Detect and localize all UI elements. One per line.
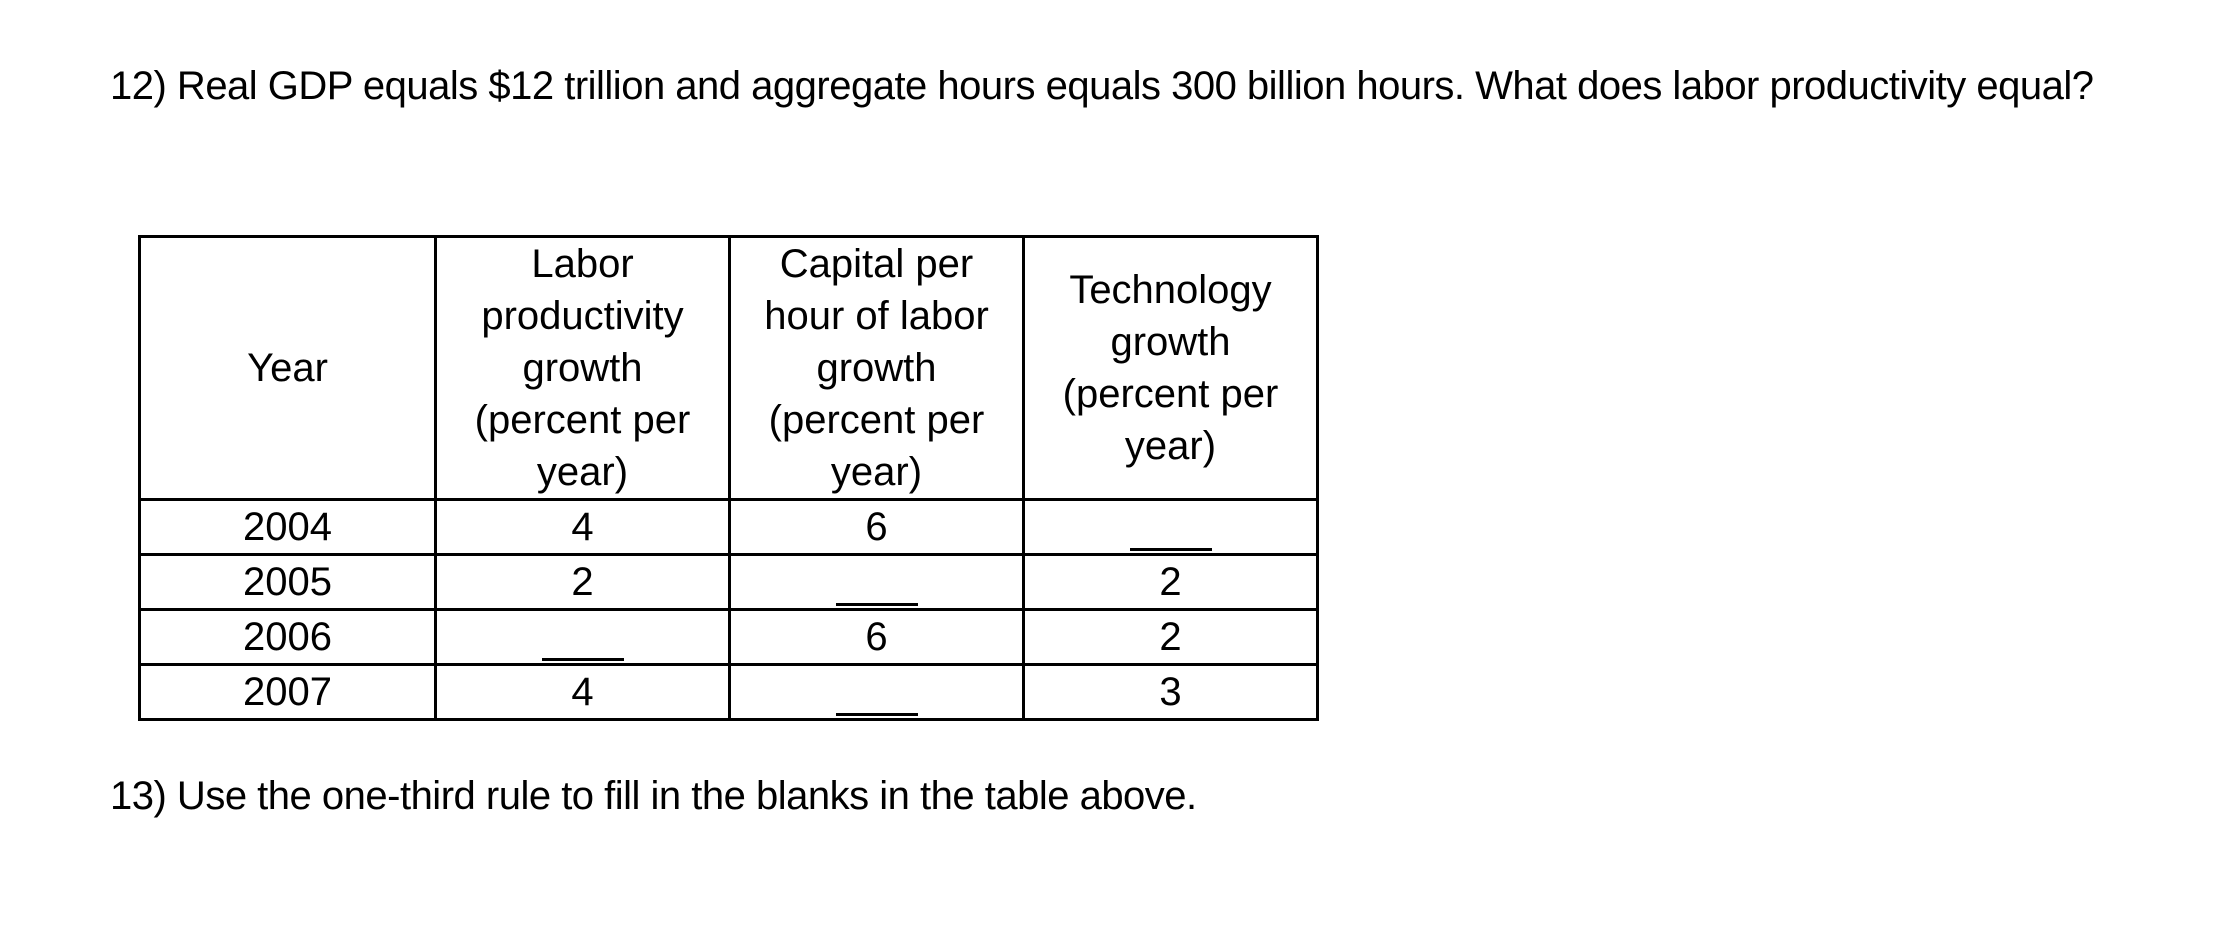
cell-technology-blank (1024, 500, 1318, 555)
cell-technology: 3 (1024, 665, 1318, 720)
cell-year: 2006 (140, 610, 436, 665)
blank-line (1130, 524, 1212, 551)
cell-labor: 4 (436, 665, 730, 720)
cell-capital: 6 (730, 610, 1024, 665)
cell-year: 2004 (140, 500, 436, 555)
table-row (140, 610, 1318, 665)
table-row (140, 500, 1318, 555)
header-line: (percent per (1062, 372, 1279, 416)
growth-accounting-table (138, 235, 1319, 721)
header-line: growth (816, 346, 937, 390)
question-12: 12) Real GDP equals $12 trillion and aggregate hours equals 300 billion hours. What does labor productivity equal? (110, 64, 2094, 108)
cell-capital-blank (730, 665, 1024, 720)
header-labor-productivity-growth (436, 237, 730, 500)
table-header-row (140, 237, 1318, 500)
header-line: year) (830, 450, 923, 494)
cell-labor: 2 (436, 555, 730, 610)
cell-capital-blank (730, 555, 1024, 610)
blank-line (542, 634, 624, 661)
blank-line (836, 689, 918, 716)
cell-capital: 6 (730, 500, 1024, 555)
cell-labor-blank (436, 610, 730, 665)
blank-line (836, 579, 918, 606)
header-year (140, 237, 436, 500)
question-13: 13) Use the one-third rule to fill in the blanks in the table above. (110, 774, 1197, 818)
cell-year: 2007 (140, 665, 436, 720)
header-line: (percent per (768, 398, 985, 442)
header-line: Capital per (779, 242, 974, 286)
header-line: Technology (1069, 268, 1272, 312)
header-line: year) (1124, 424, 1217, 468)
header-line: Labor (531, 242, 634, 286)
header-technology-growth (1024, 237, 1318, 500)
table-row (140, 555, 1318, 610)
cell-year: 2005 (140, 555, 436, 610)
header-line: growth (1110, 320, 1231, 364)
header-capital-per-hour-growth (730, 237, 1024, 500)
cell-technology: 2 (1024, 610, 1318, 665)
header-line: (percent per (474, 398, 691, 442)
table-row (140, 665, 1318, 720)
header-line: year) (536, 450, 629, 494)
cell-technology: 2 (1024, 555, 1318, 610)
header-year-label: Year (247, 346, 328, 390)
header-line: productivity (481, 294, 684, 338)
header-line: hour of labor (764, 294, 989, 338)
header-line: growth (522, 346, 643, 390)
cell-labor: 4 (436, 500, 730, 555)
